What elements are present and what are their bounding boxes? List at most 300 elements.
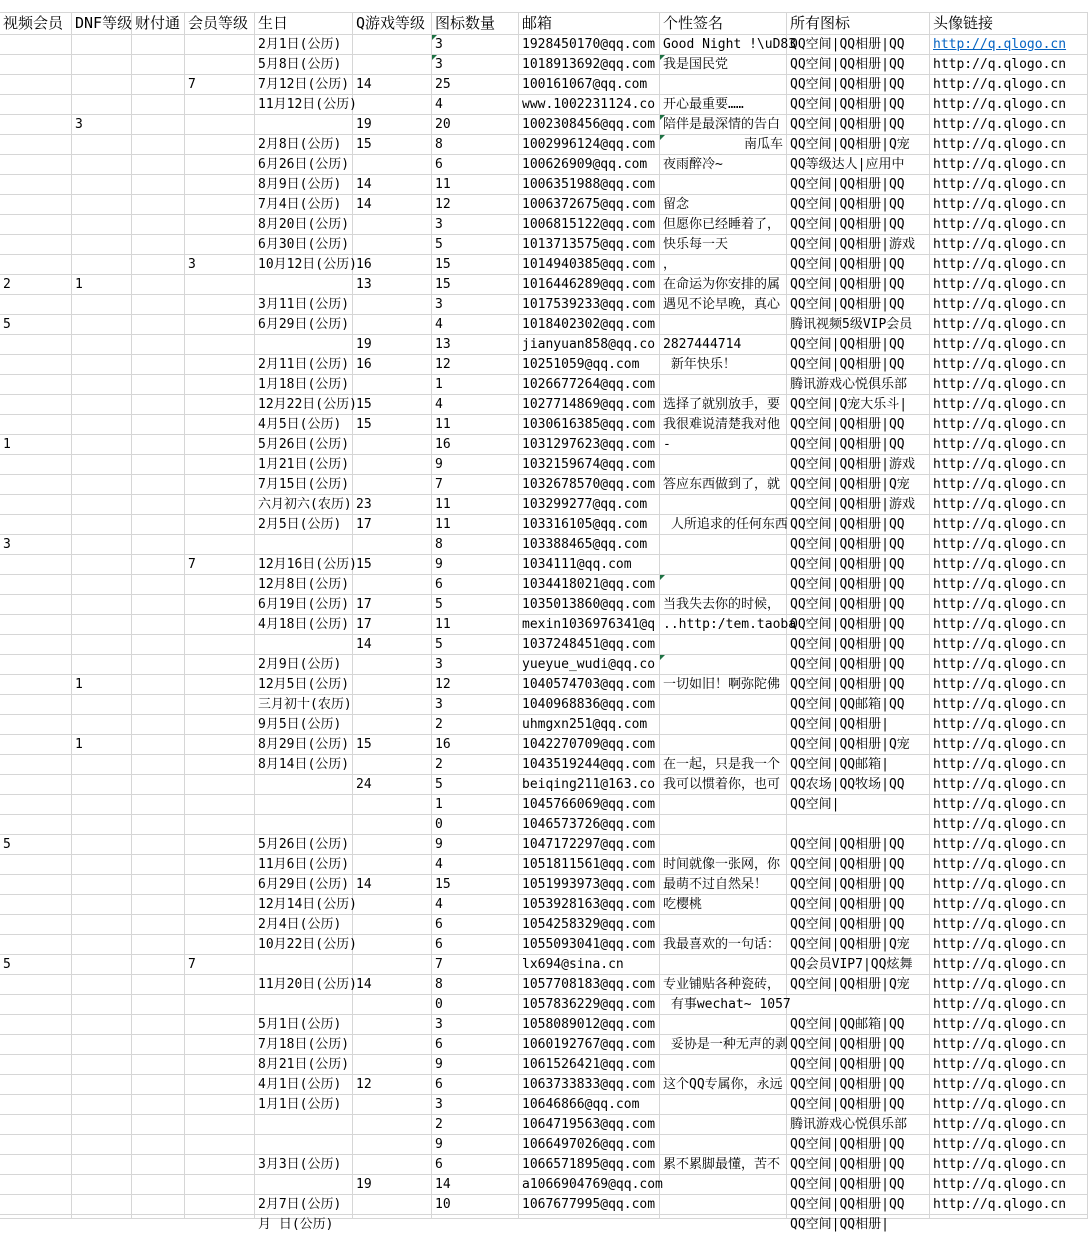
cell-email[interactable]: 1006372675@qq.com	[519, 195, 660, 215]
cell-signature[interactable]	[660, 695, 787, 715]
column-header-avatar-link[interactable]: 头像链接	[930, 13, 1088, 35]
cell-video-vip[interactable]	[0, 935, 72, 955]
cell-icon-count[interactable]: 7	[432, 475, 519, 495]
cell-tenpay[interactable]	[132, 95, 185, 115]
cell-all-icons[interactable]: QQ空间|QQ邮箱|	[787, 755, 930, 775]
cell-all-icons[interactable]: QQ空间|QQ相册|QQ	[787, 1075, 930, 1095]
cell-tenpay[interactable]	[132, 35, 185, 55]
cell-video-vip[interactable]	[0, 975, 72, 995]
cell-email[interactable]: 1040968836@qq.com	[519, 695, 660, 715]
cell-all-icons[interactable]: QQ空间|QQ相册|QQ	[787, 635, 930, 655]
cell-qgame-level[interactable]	[353, 215, 432, 235]
avatar-link[interactable]: http://q.qlogo.cn	[933, 297, 1067, 312]
cell-icon-count[interactable]: 3	[432, 1095, 519, 1115]
cell-avatar-link[interactable]	[930, 255, 1088, 275]
cell-signature[interactable]: 选择了就别放手，要	[660, 395, 787, 415]
cell-qgame-level[interactable]	[353, 455, 432, 475]
cell-qgame-level[interactable]	[353, 815, 432, 835]
cell-member-level[interactable]	[185, 1175, 255, 1195]
cell-avatar-link[interactable]	[930, 355, 1088, 375]
cell-avatar-link[interactable]	[930, 115, 1088, 135]
cell-signature[interactable]	[660, 1115, 787, 1135]
cell-birthday[interactable]: 1月18日(公历)	[255, 375, 353, 395]
cell-qgame-level[interactable]	[353, 995, 432, 1015]
cell-dnf-level[interactable]	[72, 75, 132, 95]
avatar-link[interactable]: http://q.qlogo.cn	[933, 677, 1067, 692]
cell-avatar-link[interactable]	[930, 215, 1088, 235]
cell-birthday[interactable]: 9月5日(公历)	[255, 715, 353, 735]
cell-email[interactable]: 1030616385@qq.com	[519, 415, 660, 435]
cell-avatar-link[interactable]	[930, 375, 1088, 395]
cell-email[interactable]: 1066571895@qq.com	[519, 1155, 660, 1175]
cell-dnf-level[interactable]	[72, 915, 132, 935]
cell-member-level[interactable]	[185, 435, 255, 455]
cell-member-level[interactable]	[185, 1155, 255, 1175]
cell-all-icons[interactable]: QQ空间|QQ相册|QQ	[787, 95, 930, 115]
cell-qgame-level[interactable]	[353, 955, 432, 975]
cell-email[interactable]: 1043519244@qq.com	[519, 755, 660, 775]
cell-dnf-level[interactable]	[72, 195, 132, 215]
cell-all-icons[interactable]: QQ空间|	[787, 795, 930, 815]
cell-all-icons[interactable]: QQ空间|QQ相册|QQ	[787, 435, 930, 455]
cell-birthday[interactable]: 8月29日(公历)	[255, 735, 353, 755]
cell-icon-count[interactable]: 3	[432, 35, 519, 55]
cell-birthday[interactable]: 2月8日(公历)	[255, 135, 353, 155]
cell-avatar-link[interactable]	[930, 495, 1088, 515]
cell-avatar-link[interactable]	[930, 915, 1088, 935]
cell-video-vip[interactable]	[0, 1015, 72, 1035]
cell-qgame-level[interactable]	[353, 1095, 432, 1115]
cell-member-level[interactable]	[185, 375, 255, 395]
cell-avatar-link[interactable]	[930, 535, 1088, 555]
cell-video-vip[interactable]	[0, 195, 72, 215]
cell-email[interactable]: mexin1036976341@q	[519, 615, 660, 635]
cell-signature[interactable]: 快乐每一天	[660, 235, 787, 255]
avatar-link[interactable]: http://q.qlogo.cn	[933, 917, 1067, 932]
cell-tenpay[interactable]	[132, 255, 185, 275]
cell-dnf-level[interactable]	[72, 755, 132, 775]
cell-avatar-link[interactable]	[930, 715, 1088, 735]
cell-tenpay[interactable]	[132, 1115, 185, 1135]
cell-qgame-level[interactable]	[353, 475, 432, 495]
cell-avatar-link[interactable]	[930, 1155, 1088, 1175]
avatar-link[interactable]: http://q.qlogo.cn	[933, 417, 1067, 432]
cell-avatar-link[interactable]	[930, 155, 1088, 175]
cell-all-icons[interactable]: QQ空间|QQ相册|QQ	[787, 595, 930, 615]
avatar-link[interactable]: http://q.qlogo.cn	[933, 777, 1067, 792]
cell-icon-count[interactable]: 9	[432, 1135, 519, 1155]
cell-tenpay[interactable]	[132, 495, 185, 515]
cell-member-level[interactable]	[185, 815, 255, 835]
cell-avatar-link[interactable]	[930, 895, 1088, 915]
cell-email[interactable]: 1067677995@qq.com	[519, 1195, 660, 1215]
cell-icon-count[interactable]: 3	[432, 655, 519, 675]
cell-signature[interactable]	[660, 835, 787, 855]
cell-avatar-link[interactable]	[930, 55, 1088, 75]
avatar-link[interactable]: http://q.qlogo.cn	[933, 437, 1067, 452]
cell-member-level[interactable]	[185, 355, 255, 375]
cell-avatar-link[interactable]	[930, 175, 1088, 195]
cell-member-level[interactable]: 7	[185, 555, 255, 575]
cell-qgame-level[interactable]	[353, 535, 432, 555]
avatar-link[interactable]: http://q.qlogo.cn	[933, 637, 1067, 652]
cell-avatar-link[interactable]	[930, 235, 1088, 255]
cell-signature[interactable]: 专业铺贴各种瓷砖，	[660, 975, 787, 995]
cell-qgame-level[interactable]: 15	[353, 135, 432, 155]
cell-qgame-level[interactable]	[353, 835, 432, 855]
cell-all-icons[interactable]: QQ空间|QQ相册|QQ	[787, 575, 930, 595]
cell-all-icons[interactable]: QQ空间|QQ相册|QQ	[787, 675, 930, 695]
cell-icon-count[interactable]: 16	[432, 435, 519, 455]
cell-all-icons[interactable]: QQ空间|QQ相册|QQ	[787, 335, 930, 355]
cell-video-vip[interactable]	[0, 515, 72, 535]
cell-icon-count[interactable]: 2	[432, 715, 519, 735]
avatar-link[interactable]: http://q.qlogo.cn	[933, 77, 1067, 92]
cell-member-level[interactable]	[185, 1135, 255, 1155]
cell-tenpay[interactable]	[132, 475, 185, 495]
cell-dnf-level[interactable]	[72, 455, 132, 475]
cell-tenpay[interactable]	[132, 435, 185, 455]
cell-qgame-level[interactable]: 14	[353, 75, 432, 95]
cell-email[interactable]: 1928450170@qq.com	[519, 35, 660, 55]
cell-qgame-level[interactable]	[353, 1135, 432, 1155]
cell-video-vip[interactable]	[0, 675, 72, 695]
cell-icon-count[interactable]: 6	[432, 1155, 519, 1175]
cell-member-level[interactable]	[185, 995, 255, 1015]
cell-icon-count[interactable]: 9	[432, 455, 519, 475]
cell-icon-count[interactable]: 15	[432, 875, 519, 895]
cell-dnf-level[interactable]	[72, 935, 132, 955]
cell-icon-count[interactable]: 7	[432, 955, 519, 975]
cell-icon-count[interactable]: 15	[432, 255, 519, 275]
cell-signature[interactable]	[660, 815, 787, 835]
column-header-dnf-level[interactable]: DNF等级	[72, 13, 132, 35]
cell-all-icons[interactable]: QQ空间|QQ相册|QQ	[787, 655, 930, 675]
cell-video-vip[interactable]	[0, 795, 72, 815]
cell-signature[interactable]: ..http:/tem.taoba	[660, 615, 787, 635]
cell-signature[interactable]: 南瓜车	[660, 135, 787, 155]
cell-video-vip[interactable]	[0, 235, 72, 255]
cell-avatar-link[interactable]	[930, 275, 1088, 295]
cell-birthday[interactable]: 3月11日(公历)	[255, 295, 353, 315]
avatar-link[interactable]: http://q.qlogo.cn	[933, 997, 1067, 1012]
cell-qgame-level[interactable]: 16	[353, 255, 432, 275]
cell-signature[interactable]: 留念	[660, 195, 787, 215]
cell-birthday[interactable]: 4月18日(公历)	[255, 615, 353, 635]
cell-video-vip[interactable]	[0, 175, 72, 195]
cell-birthday[interactable]: 8月9日(公历)	[255, 175, 353, 195]
avatar-link[interactable]: http://q.qlogo.cn	[933, 137, 1067, 152]
cell-email[interactable]: 1018913692@qq.com	[519, 55, 660, 75]
cell-avatar-link[interactable]	[930, 1055, 1088, 1075]
cell-qgame-level[interactable]: 17	[353, 595, 432, 615]
cell-tenpay[interactable]	[132, 175, 185, 195]
cell-signature[interactable]	[660, 1215, 787, 1219]
cell-qgame-level[interactable]: 14	[353, 635, 432, 655]
cell-signature[interactable]	[660, 635, 787, 655]
cell-birthday[interactable]: 5月1日(公历)	[255, 1015, 353, 1035]
cell-birthday[interactable]: 4月1日(公历)	[255, 1075, 353, 1095]
cell-email[interactable]: 1064719563@qq.com	[519, 1115, 660, 1135]
cell-signature[interactable]	[660, 735, 787, 755]
cell-dnf-level[interactable]	[72, 535, 132, 555]
cell-video-vip[interactable]	[0, 115, 72, 135]
cell-email[interactable]: 1032159674@qq.com	[519, 455, 660, 475]
cell-dnf-level[interactable]	[72, 1035, 132, 1055]
cell-avatar-link[interactable]	[930, 575, 1088, 595]
cell-member-level[interactable]	[185, 975, 255, 995]
cell-email[interactable]: 1037248451@qq.com	[519, 635, 660, 655]
cell-video-vip[interactable]	[0, 215, 72, 235]
cell-birthday[interactable]: 6月30日(公历)	[255, 235, 353, 255]
cell-dnf-level[interactable]	[72, 595, 132, 615]
cell-video-vip[interactable]	[0, 1035, 72, 1055]
cell-icon-count[interactable]: 12	[432, 675, 519, 695]
cell-icon-count[interactable]: 11	[432, 415, 519, 435]
cell-member-level[interactable]	[185, 175, 255, 195]
avatar-link[interactable]: http://q.qlogo.cn	[933, 697, 1067, 712]
column-header-tenpay[interactable]: 财付通	[132, 13, 185, 35]
cell-email[interactable]: 1040574703@qq.com	[519, 675, 660, 695]
cell-video-vip[interactable]	[0, 875, 72, 895]
cell-tenpay[interactable]	[132, 235, 185, 255]
cell-qgame-level[interactable]	[353, 1215, 432, 1219]
cell-all-icons[interactable]: QQ等级达人|应用中	[787, 155, 930, 175]
cell-dnf-level[interactable]	[72, 1015, 132, 1035]
avatar-link[interactable]: http://q.qlogo.cn	[933, 957, 1067, 972]
cell-birthday[interactable]: 2月4日(公历)	[255, 915, 353, 935]
cell-qgame-level[interactable]	[353, 35, 432, 55]
cell-avatar-link[interactable]	[930, 415, 1088, 435]
cell-tenpay[interactable]	[132, 195, 185, 215]
cell-dnf-level[interactable]: 1	[72, 735, 132, 755]
cell-all-icons[interactable]: QQ空间|QQ相册|游戏	[787, 495, 930, 515]
cell-tenpay[interactable]	[132, 935, 185, 955]
cell-signature[interactable]	[660, 75, 787, 95]
cell-video-vip[interactable]	[0, 1075, 72, 1095]
avatar-link[interactable]: http://q.qlogo.cn	[933, 257, 1067, 272]
cell-all-icons[interactable]: QQ空间|QQ相册|QQ	[787, 75, 930, 95]
cell-tenpay[interactable]	[132, 1155, 185, 1175]
cell-avatar-link[interactable]	[930, 1035, 1088, 1055]
cell-member-level[interactable]	[185, 515, 255, 535]
cell-email[interactable]: 1058089012@qq.com	[519, 1015, 660, 1035]
cell-tenpay[interactable]	[132, 1135, 185, 1155]
cell-signature[interactable]	[660, 175, 787, 195]
cell-tenpay[interactable]	[132, 1195, 185, 1215]
cell-birthday[interactable]: 6月26日(公历)	[255, 155, 353, 175]
cell-dnf-level[interactable]	[72, 335, 132, 355]
cell-email[interactable]: 1002308456@qq.com	[519, 115, 660, 135]
cell-video-vip[interactable]	[0, 775, 72, 795]
cell-qgame-level[interactable]	[353, 1115, 432, 1135]
cell-member-level[interactable]	[185, 335, 255, 355]
cell-icon-count[interactable]: 16	[432, 735, 519, 755]
cell-email[interactable]	[519, 1215, 660, 1219]
cell-email[interactable]: 1031297623@qq.com	[519, 435, 660, 455]
cell-icon-count[interactable]: 1	[432, 795, 519, 815]
cell-signature[interactable]	[660, 1135, 787, 1155]
cell-video-vip[interactable]	[0, 895, 72, 915]
cell-avatar-link[interactable]	[930, 595, 1088, 615]
cell-tenpay[interactable]	[132, 55, 185, 75]
cell-birthday[interactable]: 7月15日(公历)	[255, 475, 353, 495]
cell-all-icons[interactable]: QQ空间|QQ相册|QQ	[787, 915, 930, 935]
cell-video-vip[interactable]	[0, 355, 72, 375]
cell-video-vip[interactable]	[0, 255, 72, 275]
cell-tenpay[interactable]	[132, 915, 185, 935]
cell-email[interactable]: 1061526421@qq.com	[519, 1055, 660, 1075]
cell-signature[interactable]	[660, 655, 787, 675]
cell-member-level[interactable]	[185, 595, 255, 615]
cell-tenpay[interactable]	[132, 575, 185, 595]
cell-avatar-link[interactable]	[930, 295, 1088, 315]
cell-signature[interactable]	[660, 1195, 787, 1215]
cell-icon-count[interactable]: 13	[432, 335, 519, 355]
cell-qgame-level[interactable]	[353, 295, 432, 315]
cell-member-level[interactable]	[185, 55, 255, 75]
cell-birthday[interactable]: 3月3日(公历)	[255, 1155, 353, 1175]
cell-qgame-level[interactable]: 16	[353, 355, 432, 375]
cell-all-icons[interactable]: 腾讯视频5级VIP会员	[787, 315, 930, 335]
cell-member-level[interactable]	[185, 155, 255, 175]
cell-member-level[interactable]	[185, 875, 255, 895]
cell-email[interactable]: 1034111@qq.com	[519, 555, 660, 575]
column-header-all-icons[interactable]: 所有图标	[787, 13, 930, 35]
avatar-link[interactable]: http://q.qlogo.cn	[933, 817, 1067, 832]
cell-birthday[interactable]: 6月29日(公历)	[255, 875, 353, 895]
cell-email[interactable]: 1066497026@qq.com	[519, 1135, 660, 1155]
cell-avatar-link[interactable]	[930, 735, 1088, 755]
cell-tenpay[interactable]	[132, 315, 185, 335]
cell-icon-count[interactable]: 4	[432, 395, 519, 415]
cell-all-icons[interactable]	[787, 815, 930, 835]
avatar-link[interactable]: http://q.qlogo.cn	[933, 1057, 1067, 1072]
cell-icon-count[interactable]: 6	[432, 915, 519, 935]
cell-member-level[interactable]	[185, 935, 255, 955]
cell-all-icons[interactable]: QQ空间|QQ相册|QQ	[787, 555, 930, 575]
cell-qgame-level[interactable]: 24	[353, 775, 432, 795]
cell-all-icons[interactable]: QQ农场|QQ牧场|QQ	[787, 775, 930, 795]
cell-signature[interactable]	[660, 555, 787, 575]
cell-icon-count[interactable]: 2	[432, 1115, 519, 1135]
cell-avatar-link[interactable]	[930, 935, 1088, 955]
cell-avatar-link[interactable]	[930, 1175, 1088, 1195]
cell-member-level[interactable]	[185, 35, 255, 55]
cell-video-vip[interactable]	[0, 415, 72, 435]
cell-icon-count[interactable]: 15	[432, 275, 519, 295]
avatar-link[interactable]: http://q.qlogo.cn	[933, 457, 1067, 472]
cell-email[interactable]: 1057836229@qq.com	[519, 995, 660, 1015]
cell-video-vip[interactable]	[0, 595, 72, 615]
cell-all-icons[interactable]: 腾讯游戏心悦俱乐部	[787, 375, 930, 395]
avatar-link[interactable]: http://q.qlogo.cn	[933, 837, 1067, 852]
cell-signature[interactable]	[660, 715, 787, 735]
cell-dnf-level[interactable]	[72, 35, 132, 55]
cell-avatar-link[interactable]	[930, 995, 1088, 1015]
cell-signature[interactable]	[660, 1015, 787, 1035]
cell-tenpay[interactable]	[132, 395, 185, 415]
cell-all-icons[interactable]: QQ空间|QQ相册|Q宠	[787, 135, 930, 155]
cell-member-level[interactable]	[185, 575, 255, 595]
cell-birthday[interactable]: 2月11日(公历)	[255, 355, 353, 375]
avatar-link[interactable]: http://q.qlogo.cn	[933, 537, 1067, 552]
avatar-link[interactable]: http://q.qlogo.cn	[933, 1157, 1067, 1172]
cell-icon-count[interactable]: 9	[432, 1055, 519, 1075]
cell-avatar-link[interactable]	[930, 455, 1088, 475]
cell-avatar-link[interactable]	[930, 675, 1088, 695]
cell-email[interactable]: 10646866@qq.com	[519, 1095, 660, 1115]
cell-icon-count[interactable]: 25	[432, 75, 519, 95]
cell-birthday[interactable]: 12月5日(公历)	[255, 675, 353, 695]
cell-dnf-level[interactable]	[72, 495, 132, 515]
cell-email[interactable]: 1035013860@qq.com	[519, 595, 660, 615]
cell-email[interactable]: 1002996124@qq.com	[519, 135, 660, 155]
cell-qgame-level[interactable]	[353, 755, 432, 775]
cell-avatar-link[interactable]	[930, 795, 1088, 815]
cell-tenpay[interactable]	[132, 775, 185, 795]
cell-qgame-level[interactable]	[353, 795, 432, 815]
avatar-link[interactable]: http://q.qlogo.cn	[933, 1137, 1067, 1152]
cell-avatar-link[interactable]	[930, 1195, 1088, 1215]
cell-birthday[interactable]	[255, 995, 353, 1015]
cell-email[interactable]: a1066904769@qq.com	[519, 1175, 660, 1195]
cell-video-vip[interactable]	[0, 1115, 72, 1135]
cell-signature[interactable]: 新年快乐！	[660, 355, 787, 375]
cell-icon-count[interactable]: 4	[432, 855, 519, 875]
cell-member-level[interactable]	[185, 635, 255, 655]
cell-signature[interactable]	[660, 1175, 787, 1195]
cell-member-level[interactable]	[185, 915, 255, 935]
cell-icon-count[interactable]: 9	[432, 555, 519, 575]
cell-email[interactable]: 1017539233@qq.com	[519, 295, 660, 315]
cell-email[interactable]: jianyuan858@qq.co	[519, 335, 660, 355]
cell-dnf-level[interactable]	[72, 235, 132, 255]
cell-icon-count[interactable]: 11	[432, 175, 519, 195]
cell-dnf-level[interactable]	[72, 395, 132, 415]
cell-qgame-level[interactable]	[353, 235, 432, 255]
cell-signature[interactable]: 我可以惯着你，也可	[660, 775, 787, 795]
cell-tenpay[interactable]	[132, 815, 185, 835]
cell-member-level[interactable]	[185, 755, 255, 775]
avatar-link[interactable]: http://q.qlogo.cn	[933, 797, 1067, 812]
cell-email[interactable]: 1018402302@qq.com	[519, 315, 660, 335]
cell-avatar-link[interactable]	[930, 615, 1088, 635]
cell-avatar-link[interactable]	[930, 475, 1088, 495]
cell-email[interactable]: 1034418021@qq.com	[519, 575, 660, 595]
cell-signature[interactable]: 2827444714	[660, 335, 787, 355]
cell-email[interactable]: 1016446289@qq.com	[519, 275, 660, 295]
cell-qgame-level[interactable]	[353, 935, 432, 955]
cell-video-vip[interactable]	[0, 95, 72, 115]
cell-email[interactable]: 1060192767@qq.com	[519, 1035, 660, 1055]
cell-video-vip[interactable]	[0, 375, 72, 395]
cell-icon-count[interactable]: 6	[432, 935, 519, 955]
cell-icon-count[interactable]: 8	[432, 975, 519, 995]
cell-email[interactable]: 1063733833@qq.com	[519, 1075, 660, 1095]
cell-birthday[interactable]: 1月1日(公历)	[255, 1095, 353, 1115]
cell-dnf-level[interactable]: 1	[72, 675, 132, 695]
cell-video-vip[interactable]: 3	[0, 535, 72, 555]
column-header-signature[interactable]: 个性签名	[660, 13, 787, 35]
cell-birthday[interactable]: 2月1日(公历)	[255, 35, 353, 55]
cell-birthday[interactable]	[255, 275, 353, 295]
cell-dnf-level[interactable]	[72, 635, 132, 655]
cell-email[interactable]: 1042270709@qq.com	[519, 735, 660, 755]
cell-dnf-level[interactable]	[72, 415, 132, 435]
cell-signature[interactable]: 我最喜欢的一句话：	[660, 935, 787, 955]
cell-all-icons[interactable]: QQ空间|QQ相册|QQ	[787, 1095, 930, 1115]
